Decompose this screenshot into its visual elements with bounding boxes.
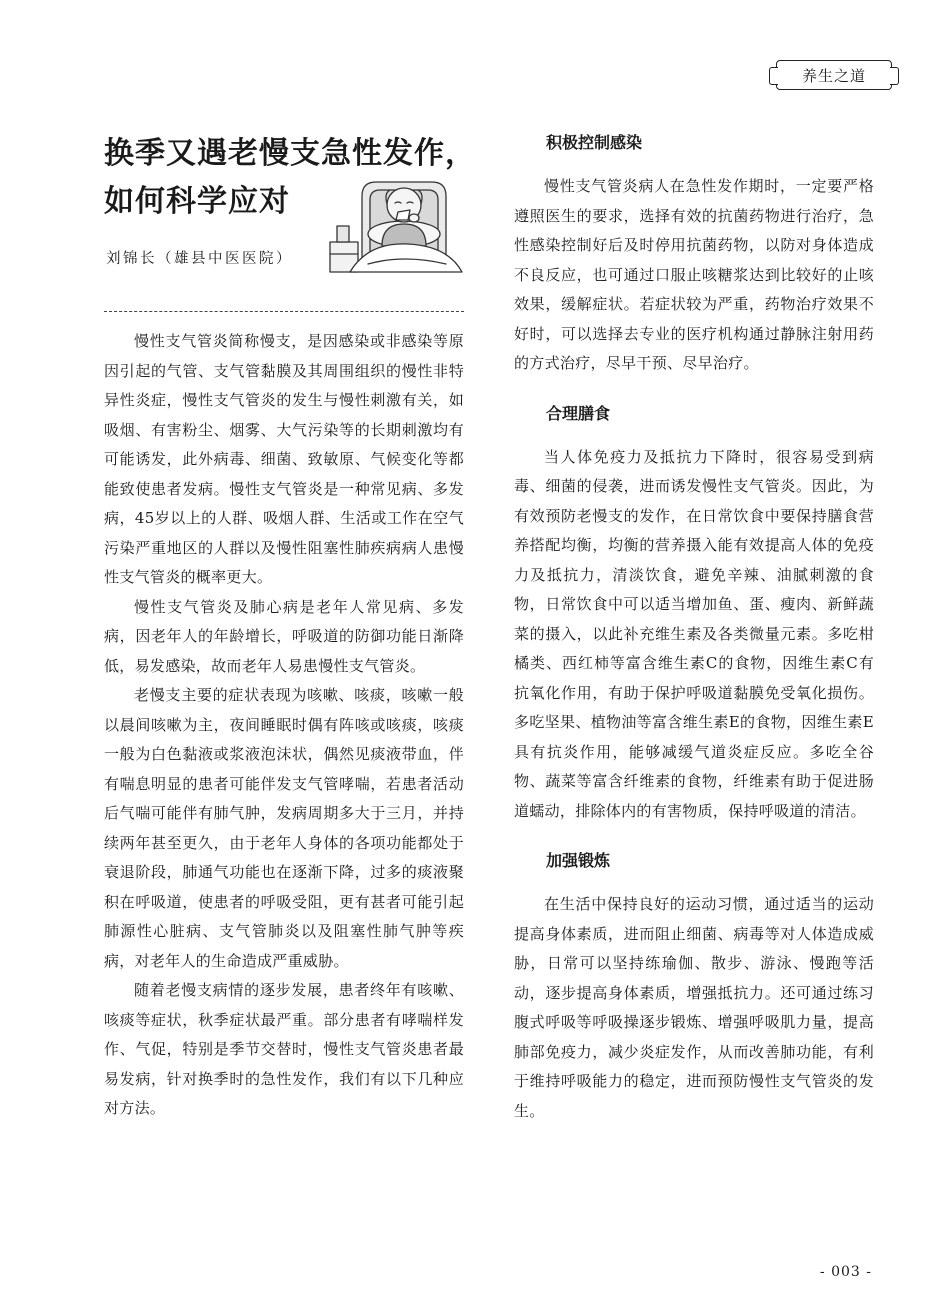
author-byline: 刘锦长（雄县中医医院） [106,251,293,267]
page-number: - 003 - [819,1264,872,1280]
column-tag [776,60,892,90]
intro-paragraph-2: 慢性支气管炎及肺心病是老年人常见病、多发病，因老年人的年龄增长，呼吸道的防御功能日渐降低，易发感染，故而老年人易患慢性支气管炎。 [104,597,464,675]
sick-elderly-man-illustration [328,168,464,276]
right-column [514,128,874,1126]
intro-paragraph-3: 老慢支主要的症状表现为咳嗽、咳痰，咳嗽一般以晨间咳嗽为主，夜间睡眠时偶有阵咳或咳痰，咳痰一般为白色黏液或浆液泡沫状，偶然见痰液带血，伴有喘息明显的患者可能伴发支气管哮喘，若患者活动后气喘可能伴有肺气肿，发病周期多大于三月，并持续两年甚至更久，由于老年人身体的各项功能都处于衰退阶段，肺通气功能也在逐渐下降，过多的痰液聚积在呼吸道，使患者的呼吸受阻，更有甚者可能引起肺源性心脏病、支气管肺炎以及阻塞性肺气肿等疾病，对老年人的生命造成严重威胁。 [104,686,464,970]
title-line-1: 换季又遇老慢支急性发作， [104,136,476,171]
intro-paragraph-4: 随着老慢支病情的逐步发展，患者终年有咳嗽、咳痰等症状，秋季症状最严重。部分患者有哮喘样发作、气促，特别是季节交替时，慢性支气管炎患者最易发病，针对换季时的急性发作，我们有以下几种应对方法。 [104,981,464,1117]
column-tag-label: 养生之道 [801,66,866,85]
byline-divider [104,311,464,312]
section-heading-infection-control: 积极控制感染 [546,133,643,152]
section-heading-diet: 合理膳食 [546,403,611,423]
section-text-infection-control: 慢性支气管炎病人在急性发作期时，一定要严格遵照医生的要求，选择有效的抗菌药物进行治疗，急性感染控制好后及时停用抗菌药物，以防对身体造成不良反应，也可通过口服止咳糖浆达到比较好的止咳效果，缓解症状。若症状较为严重，药物治疗效果不好时，可以选择去专业的医疗机构通过静脉注射用药的方式治疗，尽早干预、尽早治疗。 [514,177,874,372]
title-line-2: 如何科学应对 [104,184,290,219]
section-heading-exercise: 加强锻炼 [546,851,611,870]
section-text-exercise: 在生活中保持良好的运动习惯，通过适当的运动提高身体素质，进而阻止细菌、病毒等对人体造成威胁，日常可以坚持练瑜伽、散步、游泳、慢跑等活动，逐步提高身体素质，增强抵抗力。还可通过练习腹式呼吸等呼吸操逐步锻炼、增强呼吸肌力量，提高肺部免疫力，减少炎症发作，从而改善肺功能，有利于维持呼吸能力的稳定，进而预防慢性支气管炎的发生。 [514,895,874,1120]
left-column [104,327,464,1124]
intro-paragraph-1: 慢性支气管炎简称慢支，是因感染或非感染等原因引起的气管、支气管黏膜及其周围组织的慢性非特异性炎症，慢性支气管炎的发生与慢性刺激有关，如吸烟、有害粉尘、烟雾、大气污染等的长期刺激均有可能诱发，此外病毒、细菌、致敏原、气候变化等都能致使患者发病。慢性支气管炎是一种常见病、多发病，45岁以上的人群、吸烟人群、生活或工作在空气污染严重地区的人群以及慢性阻塞性肺疾病病人患慢性支气管炎的概率更大。 [104,332,464,586]
section-text-diet: 当人体免疫力及抵抗力下降时，很容易受到病毒、细菌的侵袭，进而诱发慢性支气管炎。因此，为有效预防老慢支的发作，在日常饮食中要保持膳食营养搭配均衡，均衡的营养摄入能有效提高人体的免疫力及抵抗力，清淡饮食，避免辛辣、油腻刺激的食物，日常饮食中可以适当增加鱼、蛋、瘦肉、新鲜蔬菜的摄入，以此补充维生素及各类微量元素。多吃柑橘类、西红柿等富含维生素C的食物，因维生素C有抗氧化作用，有助于保护呼吸道黏膜免受氧化损伤。多吃坚果、植物油等富含维生素E的食物，因维生素E具有抗炎作用，能够减缓气道炎症反应。多吃全谷物、蔬菜等富含纤维素的食物，纤维素有助于促进肠道蠕动，排除体内的有害物质，保持呼吸道的清洁。 [514,447,874,820]
